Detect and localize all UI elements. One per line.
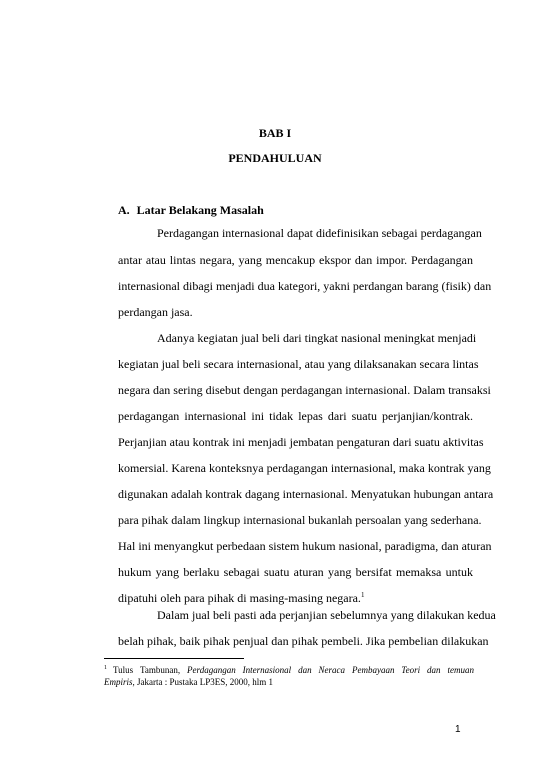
body-line: Hal ini menyangkut perbedaan sistem hukum nasional, paradigma, dan aturan xyxy=(118,539,492,553)
body-line: perdagangan internasional ini tidak lepas dari suatu perjanjian/kontrak. xyxy=(118,409,473,423)
footnote-reference: 1 xyxy=(360,591,365,599)
footnote-title-cont: Empiris xyxy=(104,677,133,687)
page-number: 1 xyxy=(455,724,461,735)
section-label: A. xyxy=(118,203,130,217)
body-line: Perdagangan internasional dapat didefinisikan sebagai perdagangan xyxy=(157,226,482,240)
body-line: digunakan adalah kontrak dagang internasional. Menyatukan hubungan antara xyxy=(118,487,494,501)
body-line: antar atau lintas negara, yang mencakup ekspor dan impor. Perdagangan xyxy=(118,253,473,267)
section-heading xyxy=(118,203,264,218)
body-line: komersial. Karena konteksnya perdagangan internasional, maka kontrak yang xyxy=(118,461,491,475)
footnote-line-2 xyxy=(104,677,474,688)
chapter-heading: BAB I xyxy=(258,126,292,140)
body-line: Perjanjian atau kontrak ini menjadi jembatan pengaturan dari suatu aktivitas xyxy=(118,435,484,449)
body-line: internasional dibagi menjadi dua kategori, yakni perdangan barang (fisik) dan xyxy=(118,279,492,293)
body-line: perdangan jasa. xyxy=(118,305,193,319)
body-line: Adanya kegiatan jual beli dari tingkat nasional meningkat menjadi xyxy=(157,331,477,345)
section-title: Latar Belakang Masalah xyxy=(136,203,264,217)
footnote-publisher: , Jakarta : Pustaka LP3ES, 2000, hlm 1 xyxy=(132,677,274,687)
body-line: hukum yang berlaku sebagai suatu aturan yang bersifat memaksa untuk xyxy=(118,565,473,579)
body-line: belah pihak, baik pihak penjual dan pihak pembeli. Jika pembelian dilakukan xyxy=(118,634,489,648)
footnote-title: Perdagangan Internasional dan Neraca Pembayaan Teori dan temuan xyxy=(187,665,475,675)
footnote-author: Tulus Tambunan, xyxy=(113,665,181,675)
chapter-title: PENDAHULUAN xyxy=(228,151,322,165)
body-line-text: dipatuhi oleh para pihak di masing-masing negara. xyxy=(118,591,361,605)
body-line: kegiatan jual beli secara internasional, atau yang dilaksanakan secara lintas xyxy=(118,357,479,371)
footnote-line-1 xyxy=(104,665,474,676)
body-line: para pihak dalam lingkup internasional bukanlah persoalan yang sederhana. xyxy=(118,513,482,527)
footnote-separator xyxy=(104,658,244,659)
body-line: Dalam jual beli pasti ada perjanjian sebelumnya yang dilakukan kedua xyxy=(157,608,496,622)
body-line-with-footnote xyxy=(118,591,473,605)
body-line: negara dan sering disebut dengan perdagangan internasional. Dalam transaksi xyxy=(118,383,491,397)
footnote-mark: 1 xyxy=(104,665,107,671)
